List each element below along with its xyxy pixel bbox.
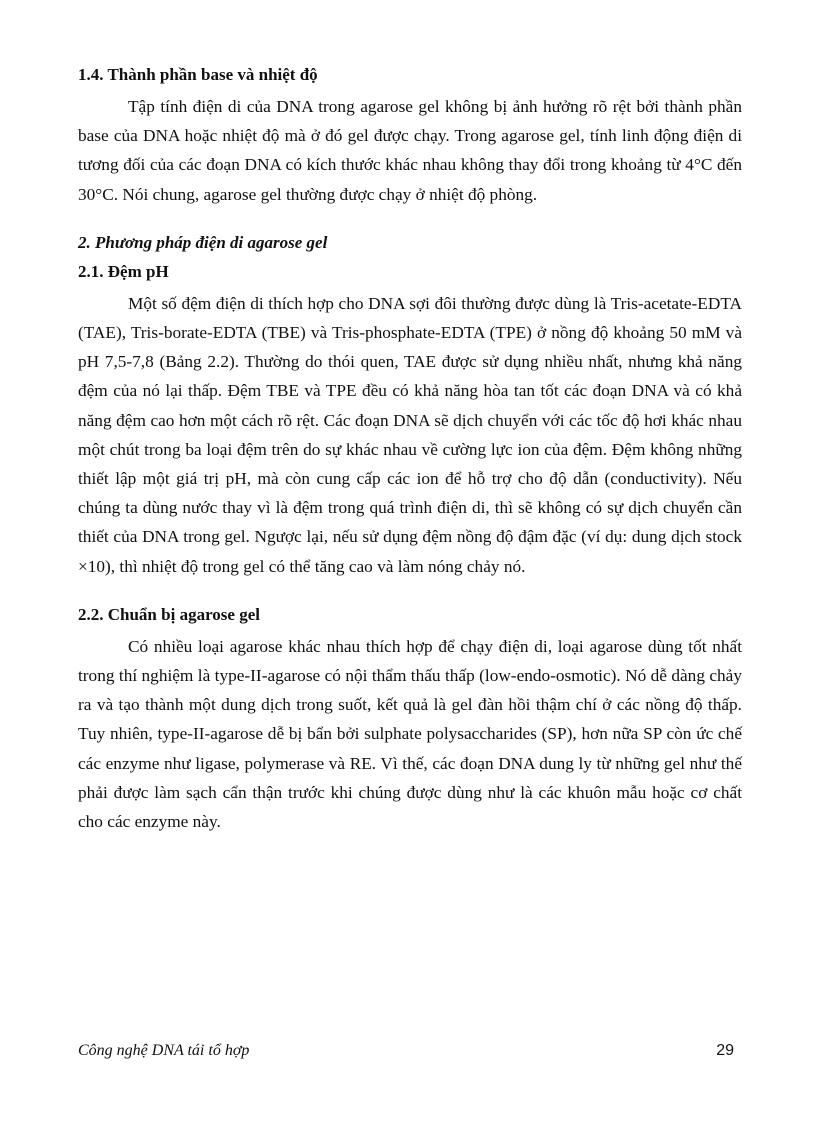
- section-2-2-heading: 2.2. Chuẩn bị agarose gel: [78, 604, 260, 624]
- section-1-4-heading: 1.4. Thành phần base và nhiệt độ: [78, 65, 318, 84]
- section-1-4-paragraph: Tập tính điện di của DNA trong agarose gel không bị ảnh hưởng rõ rệt bởi thành phần base của DNA hoặc nhiệt độ mà ở đó gel được chạy. Trong agarose gel, tính linh động điện di tương đối của các đoạn DNA có kích thước khác nhau không thay đổi trong khoảng từ 4°C đến 30°C. Nói chung, agarose gel thường được chạy ở nhiệt độ phòng.: [78, 97, 742, 204]
- section-2-1-paragraph: Một số đệm điện di thích hợp cho DNA sợi đôi thường được dùng là Tris-acetate-EDTA (TAE), Tris-borate-EDTA (TBE) và Tris-phosphate-EDTA (TPE) ở nồng độ khoảng 50 mM và pH 7,5-7,8 (Bảng 2.2). Thường do thói quen, TAE được sử dụng nhiều nhất, nhưng khả năng đệm của nó lại thấp. Đệm TBE và TPE đều có khả năng hòa tan tốt các đoạn DNA và có khả năng đệm cao hơn một cách rõ rệt. Các đoạn DNA sẽ dịch chuyển với các tốc độ hơi khác nhau một chút trong ba loại đệm trên do sự khác nhau về cường lực ion của đệm. Đệm không những thiết lập một giá trị pH, mà còn cung cấp các ion để hỗ trợ cho độ dẫn (conductivity). Nếu chúng ta dùng nước thay vì là đệm trong quá trình điện di, thì sẽ không có sự dịch chuyển cần thiết của DNA trong gel. Ngược lại, nếu sử dụng đệm nồng độ đậm đặc (ví dụ: dung dịch stock ×10), thì nhiệt độ trong gel có thể tăng cao và làm nóng chảy nó.: [78, 293, 742, 576]
- page-number: 29: [716, 1042, 734, 1059]
- section-2-2-paragraph: Có nhiều loại agarose khác nhau thích hợp để chạy điện di, loại agarose dùng tốt nhất trong thí nghiệm là type-II-agarose có nội thẩm thấu thấp (low-endo-osmotic). Nó dễ dàng chảy ra và tạo thành một dung dịch trong suốt, kết quả là gel đàn hồi thậm chí ở các nồng độ thấp. Tuy nhiên, type-II-agarose dễ bị bẩn bởi sulphate polysaccharides (SP), hơn nữa SP còn ức chế các enzyme như ligase, polymerase và RE. Vì thế, các đoạn DNA dung ly từ những gel như thế phải được làm sạch cẩn thận trước khi chúng được dùng như là các khuôn mẫu hoặc cơ chất cho các enzyme này.: [78, 636, 742, 832]
- document-page: [78, 60, 742, 836]
- section-2-heading: 2. Phương pháp điện di agarose gel: [78, 232, 328, 252]
- footer-book-title: Công nghệ DNA tái tổ hợp: [78, 1042, 250, 1059]
- section-2-1-heading: 2.1. Đệm pH: [78, 261, 169, 281]
- page-footer: [78, 1042, 742, 1066]
